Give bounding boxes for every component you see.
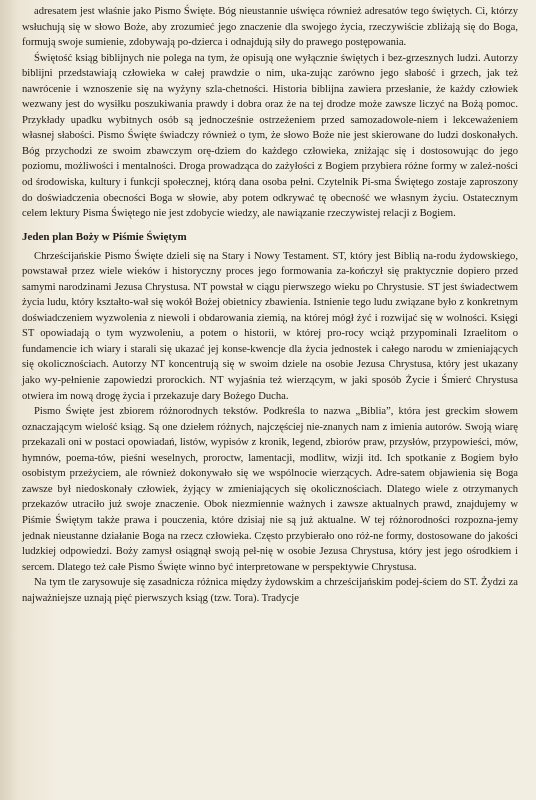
paragraph-1: adresatem jest właśnie jako Pismo Święte. Bóg nieustannie uświęca również adresatów tego świętych. Ci, którzy wsłuchują się w słowo Boże, aby zrozumieć jego znaczenie dla swojego życia, rzeczywiście zbliżają się do Boga, formują swoje sumienie, zdobywają po-dzierca i odnajdują siły do prawego postępowania. bbox=[22, 6, 518, 49]
paragraph-3: Chrześcijańskie Pismo Święte dzieli się na Stary i Nowy Testament. ST, który jest Biblią na-rodu żydowskiego, powstawał przez wiele wieków i historyczny proces jego formowania za-kończył się praktycznie dopiero przed samymi narodzinami Jezusa Chrystusa. NT powstał w ciągu pierwszego wieku po Chrystusie. ST jest świadectwem życia ludu, który kształto-wał się wokół Bożej obietnicy zbawienia. Istnienie tego ludu związane było z konkretnym doświadczeniem wyzwolenia z niewoli i obdarowania ziemią, na której mógł żyć i rozwijać się w wolności. Księgi ST opowiadają o tym wyzwoleniu, a potem o historii, w której pro-rocy wciąż przypominali Izraelitom o fundamencie ich wiary i starali się ukazać jej konse-kwencje dla życia jednostek i całego narodu w zmieniających się okolicznościach. Autorzy NT koncentrują się w swoim dziele na osobie Jezusa Chrystusa, który jest ukazany jako wy-pełnienie zapowiedzi prorockich. NT wyjaśnia też wierzącym, w jaki sposób Życie i Śmierć Chrystusa otwiera im nową drogę życia i przekazuje dary Bożego Ducha. bbox=[22, 250, 518, 402]
page-corner-mark bbox=[6, 780, 20, 794]
paragraph-5: Na tym tle zarysowuje się zasadnicza różnica między żydowskim a chrześcijańskim podej-ściem do ST. Żydzi za najważniejsze uznają pięć pierwszych ksiąg (tzw. Tora). Tradycje bbox=[22, 577, 518, 604]
paragraph-2: Świętość ksiąg biblijnych nie polega na tym, że opisują one wyłącznie świętych i bez-grzesznych ludzi. Autorzy biblijni przedstawiają człowieka w całej prawdzie o nim, uka-zując zarówno jego słabość i grzech, jak też nawrócenie i wznoszenie się na wyżyny szla-chetności. Historia biblijna zawiera przesłanie, że każdy człowiek wezwany jest do wysiłku poszukiwania prawdy i dobra oraz że na tej drodze może zawsze liczyć na Bożą pomoc. Przykłady upadku wybitnych osób są jednocześnie ostrzeżeniem przed samozadowole-niem i lekceważeniem własnej słabości. Pismo Święte świadczy również o tym, że słowo Boże nie jest skierowane do ludzi doskonałych. Bóg przychodzi ze swoim zbawczym orę-dziem do każdego człowieka, zniżając się i dostosowując do jego poziomu, możliwości i mentalności. Droga prowadząca do zażyłości z Bogiem przybiera różne formy w zależ-ności od środowiska, kultury i funkcji społecznej, którą dana osoba pełni. Czytelnik Pi-sma Świętego zostaje zaproszony do doświadczenia obecności Boga w słowie, aby potem odkrywać tę obecność we własnym życiu. Ostatecznym celem lektury Pisma Świętego nie jest zdobycie wiedzy, ale nawiązanie rzeczywistej relacji z Bogiem. bbox=[22, 52, 518, 220]
paragraph-4: Pismo Święte jest zbiorem różnorodnych tekstów. Podkreśla to nazwa „Biblia”, która jest greckim słowem oznaczającym wielość ksiąg. Są one dziełem różnych, najczęściej nie-znanych nam z imienia autorów. Swoją wiarę przekazali oni w postaci opowiadań, listów, wypisów z kronik, legend, zbiorów praw, przysłów, przypowieści, mów, hymnów, poema-tów, pieśni weselnych, proroctw, lamentacji, modlitw, wizji itd. Ich spotkanie z Bogiem było osobistym przeżyciem, ale również dokonywało się we wspólnocie wierzących. Adre-satem objawienia się Boga zawsze był niedoskonały człowiek, żyjący w zmieniających się okolicznościach. Dlatego wiele z otrzymanych przekazów utraciło już swoje znaczenie. Obok niezmiennie ważnych i zawsze aktualnych prawd, znajdujemy w Piśmie Świętym także prawa i pouczenia, które dzisiaj nie są już aktualne. W tej różnorodności rozpozna-jemy jednak nieustanne działanie Boga na rzecz człowieka. Często przybierało ono róż-ne formy, dostosowane do jakości ludzkiej odpowiedzi. Boży zamysł osiągnął swoją peł-nię w osobie Jezusa Chrystusa, który jest jego ośrodkiem i sercem. Dlatego też całe Pismo Święte winno być interpretowane w perspektywie Chrystusa. bbox=[22, 406, 518, 573]
page-text bbox=[22, 4, 518, 606]
section-heading: Jeden plan Boży w Piśmie Świętym bbox=[22, 230, 187, 243]
